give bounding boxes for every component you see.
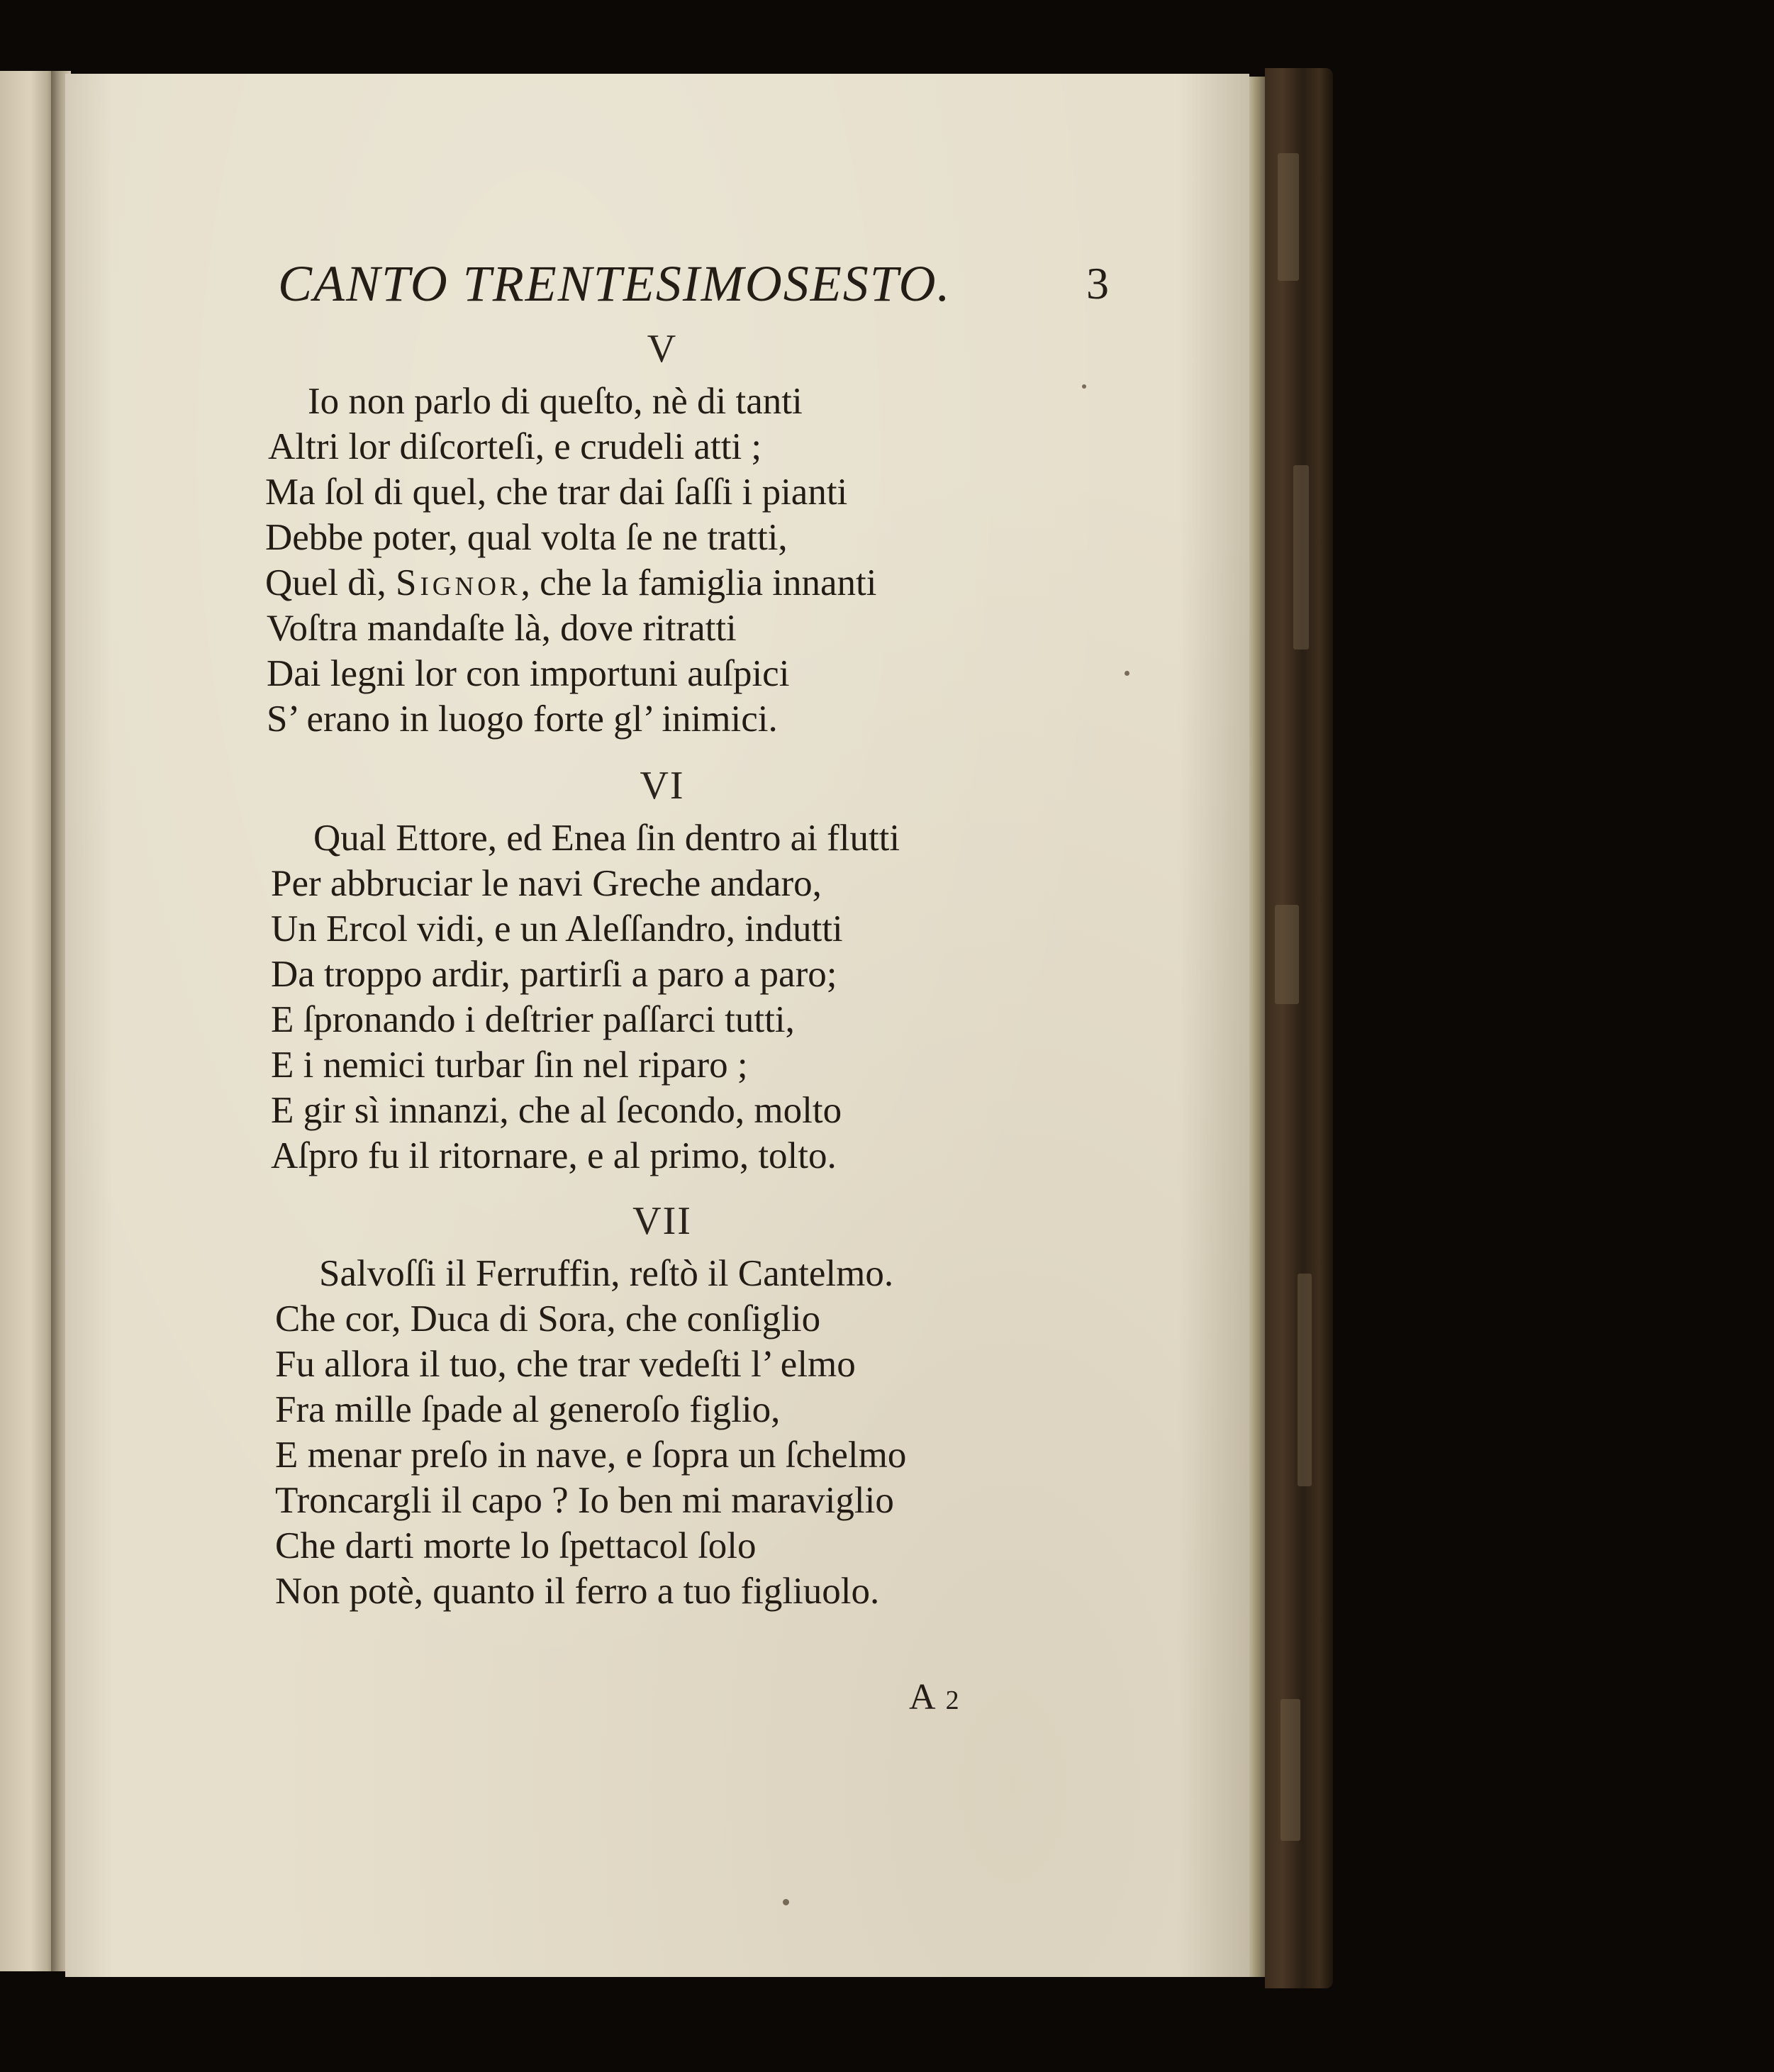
page-fore-edge bbox=[1249, 77, 1265, 1977]
signature-number: 2 bbox=[945, 1686, 959, 1715]
verse-line-with-small-caps bbox=[265, 560, 876, 606]
verse-line: E gir sì innanzi, che al ſecondo, molto bbox=[271, 1090, 842, 1131]
verse-line: Salvoſſi il Ferruffin, reſtò il Cantelmo. bbox=[319, 1253, 894, 1294]
paper-speck bbox=[1082, 384, 1086, 389]
verse-line: Io non parlo di queſto, nè di tanti bbox=[308, 381, 803, 422]
verse-line: Aſpro fu il ritornare, e al primo, tolto. bbox=[271, 1135, 837, 1176]
verse-line: Fra mille ſpade al generoſo figlio, bbox=[275, 1389, 781, 1430]
paper-speck bbox=[783, 1899, 789, 1905]
verse-text: , che la famiglia innanti bbox=[520, 562, 877, 603]
verse-line: Che cor, Duca di Sora, che conſiglio bbox=[275, 1298, 821, 1339]
verse-line: Qual Ettore, ed Enea ſin dentro ai flutti bbox=[313, 818, 900, 859]
verse-line: Altri lor diſcorteſi, e crudeli atti ; bbox=[268, 426, 762, 467]
verse-line: Per abbruciar le navi Greche andaro, bbox=[271, 863, 822, 904]
leather-binding bbox=[1265, 68, 1333, 1988]
verse-line: Che darti morte lo ſpettacol ſolo bbox=[275, 1525, 757, 1566]
verse-line: Troncargli il capo ? Io ben mi maraviglio bbox=[275, 1480, 894, 1521]
verse-line: Voſtra mandaſte là, dove ritratti bbox=[267, 608, 737, 649]
verse-line: Non potè, quanto il ferro a tuo figliuolo. bbox=[275, 1571, 880, 1612]
page-text-block bbox=[65, 74, 1249, 1977]
verse-line: E menar preſo in nave, e ſopra un ſchelmo bbox=[275, 1435, 907, 1476]
verse-line: Ma ſol di quel, che trar dai ſaſſi i pianti bbox=[265, 472, 848, 513]
stanza-number-vii: VII bbox=[632, 1199, 692, 1243]
verse-line: Un Ercol vidi, e un Aleſſandro, indutti bbox=[271, 908, 843, 949]
running-head bbox=[278, 255, 1129, 333]
verse-line: S’ erano in luogo forte gl’ inimici. bbox=[267, 698, 778, 740]
signature-mark bbox=[909, 1676, 959, 1718]
stanza-number-v: V bbox=[647, 327, 678, 371]
verse-text: Quel dì, bbox=[265, 562, 396, 603]
verse-line: Fu allora il tuo, che trar vedeſti l’ elmo bbox=[275, 1344, 856, 1385]
signature-letter: A bbox=[909, 1677, 936, 1717]
verse-line: E ſpronando i deſtrier paſſarci tutti, bbox=[271, 999, 795, 1040]
book-page bbox=[65, 74, 1249, 1977]
small-caps-word: Signor bbox=[396, 562, 521, 603]
stanza-number-vi: VI bbox=[640, 764, 685, 808]
verse-line: E i nemici turbar ſin nel riparo ; bbox=[271, 1045, 748, 1086]
page-number: 3 bbox=[1086, 258, 1109, 308]
verse-line: Da troppo ardir, partirſi a paro a paro; bbox=[271, 954, 837, 995]
verse-line: Debbe poter, qual volta ſe ne tratti, bbox=[265, 517, 788, 558]
paper-speck bbox=[1125, 671, 1129, 676]
facing-page-edge bbox=[0, 71, 55, 1971]
running-title: CANTO TRENTESIMOSESTO. bbox=[278, 255, 952, 312]
verse-line: Dai legni lor con importuni auſpici bbox=[267, 653, 790, 694]
